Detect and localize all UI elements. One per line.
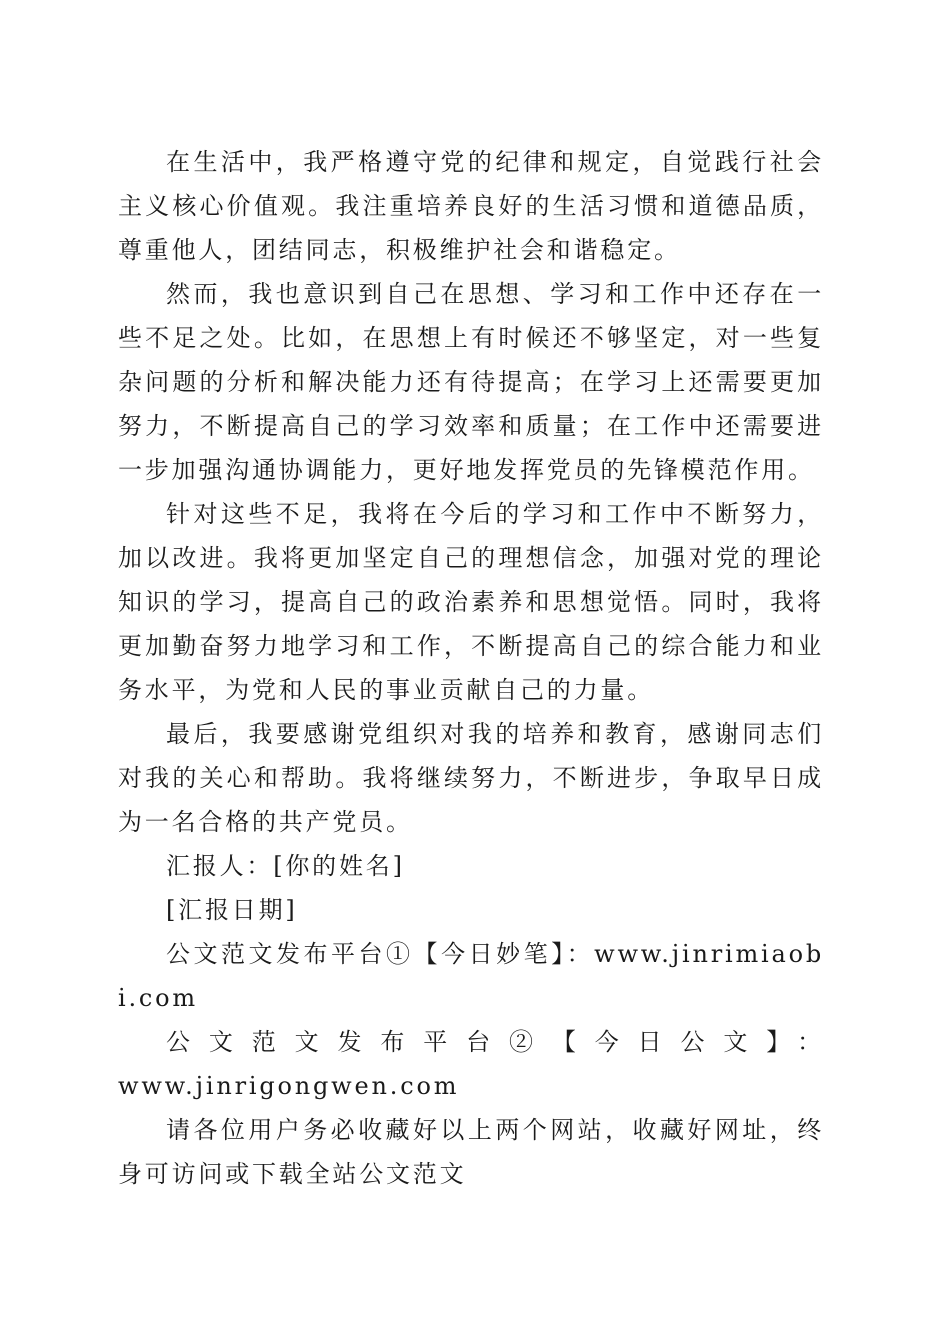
reporter-line: 汇报人：[你的姓名] bbox=[166, 852, 405, 880]
paragraph-life: 在生活中，我严格遵守党的纪律和规定，自觉践行社会主义核心价值观。我注重培养良好的生活习惯和道德品质，尊重他人，团结同志，积极维护社会和谐稳定。 bbox=[118, 148, 824, 264]
notice-paragraph: 请各位用户务必收藏好以上两个网站，收藏好网址，终身可访问或下载全站公文范文 bbox=[118, 1116, 824, 1188]
document-body bbox=[118, 140, 824, 1196]
paragraph-improvement: 针对这些不足，我将在今后的学习和工作中不断努力，加以改进。我将更加坚定自己的理想信念，加强对党的理论知识的学习，提高自己的政治素养和思想觉悟。同时，我将更加勤奋努力地学习和工作，不断提高自己的综合能力和业务水平，为党和人民的事业贡献自己的力量。 bbox=[118, 500, 824, 704]
platform-1-line: 公文范文发布平台①【今日妙笔】：www.jinrimiaobi.com bbox=[118, 940, 824, 1012]
report-date-line: [汇报日期] bbox=[166, 896, 298, 924]
platform-2-url-line bbox=[118, 1064, 824, 1108]
paragraph-shortcomings: 然而，我也意识到自己在思想、学习和工作中还存在一些不足之处。比如，在思想上有时候还不够坚定，对一些复杂问题的分析和解决能力还有待提高；在学习上还需要更加努力，不断提高自己的学习效率和质量；在工作中还需要进一步加强沟通协调能力，更好地发挥党员的先锋模范作用。 bbox=[118, 280, 824, 484]
paragraph-thanks: 最后，我要感谢党组织对我的培养和教育，感谢同志们对我的关心和帮助。我将继续努力，不断进步，争取早日成为一名合格的共产党员。 bbox=[118, 720, 824, 836]
platform-2-url: www.jinrigongwen.com bbox=[118, 1072, 460, 1100]
platform-2-line bbox=[118, 1020, 824, 1064]
platform-2-text: 公文范文发布平台②【今日公文】： bbox=[166, 1028, 824, 1056]
